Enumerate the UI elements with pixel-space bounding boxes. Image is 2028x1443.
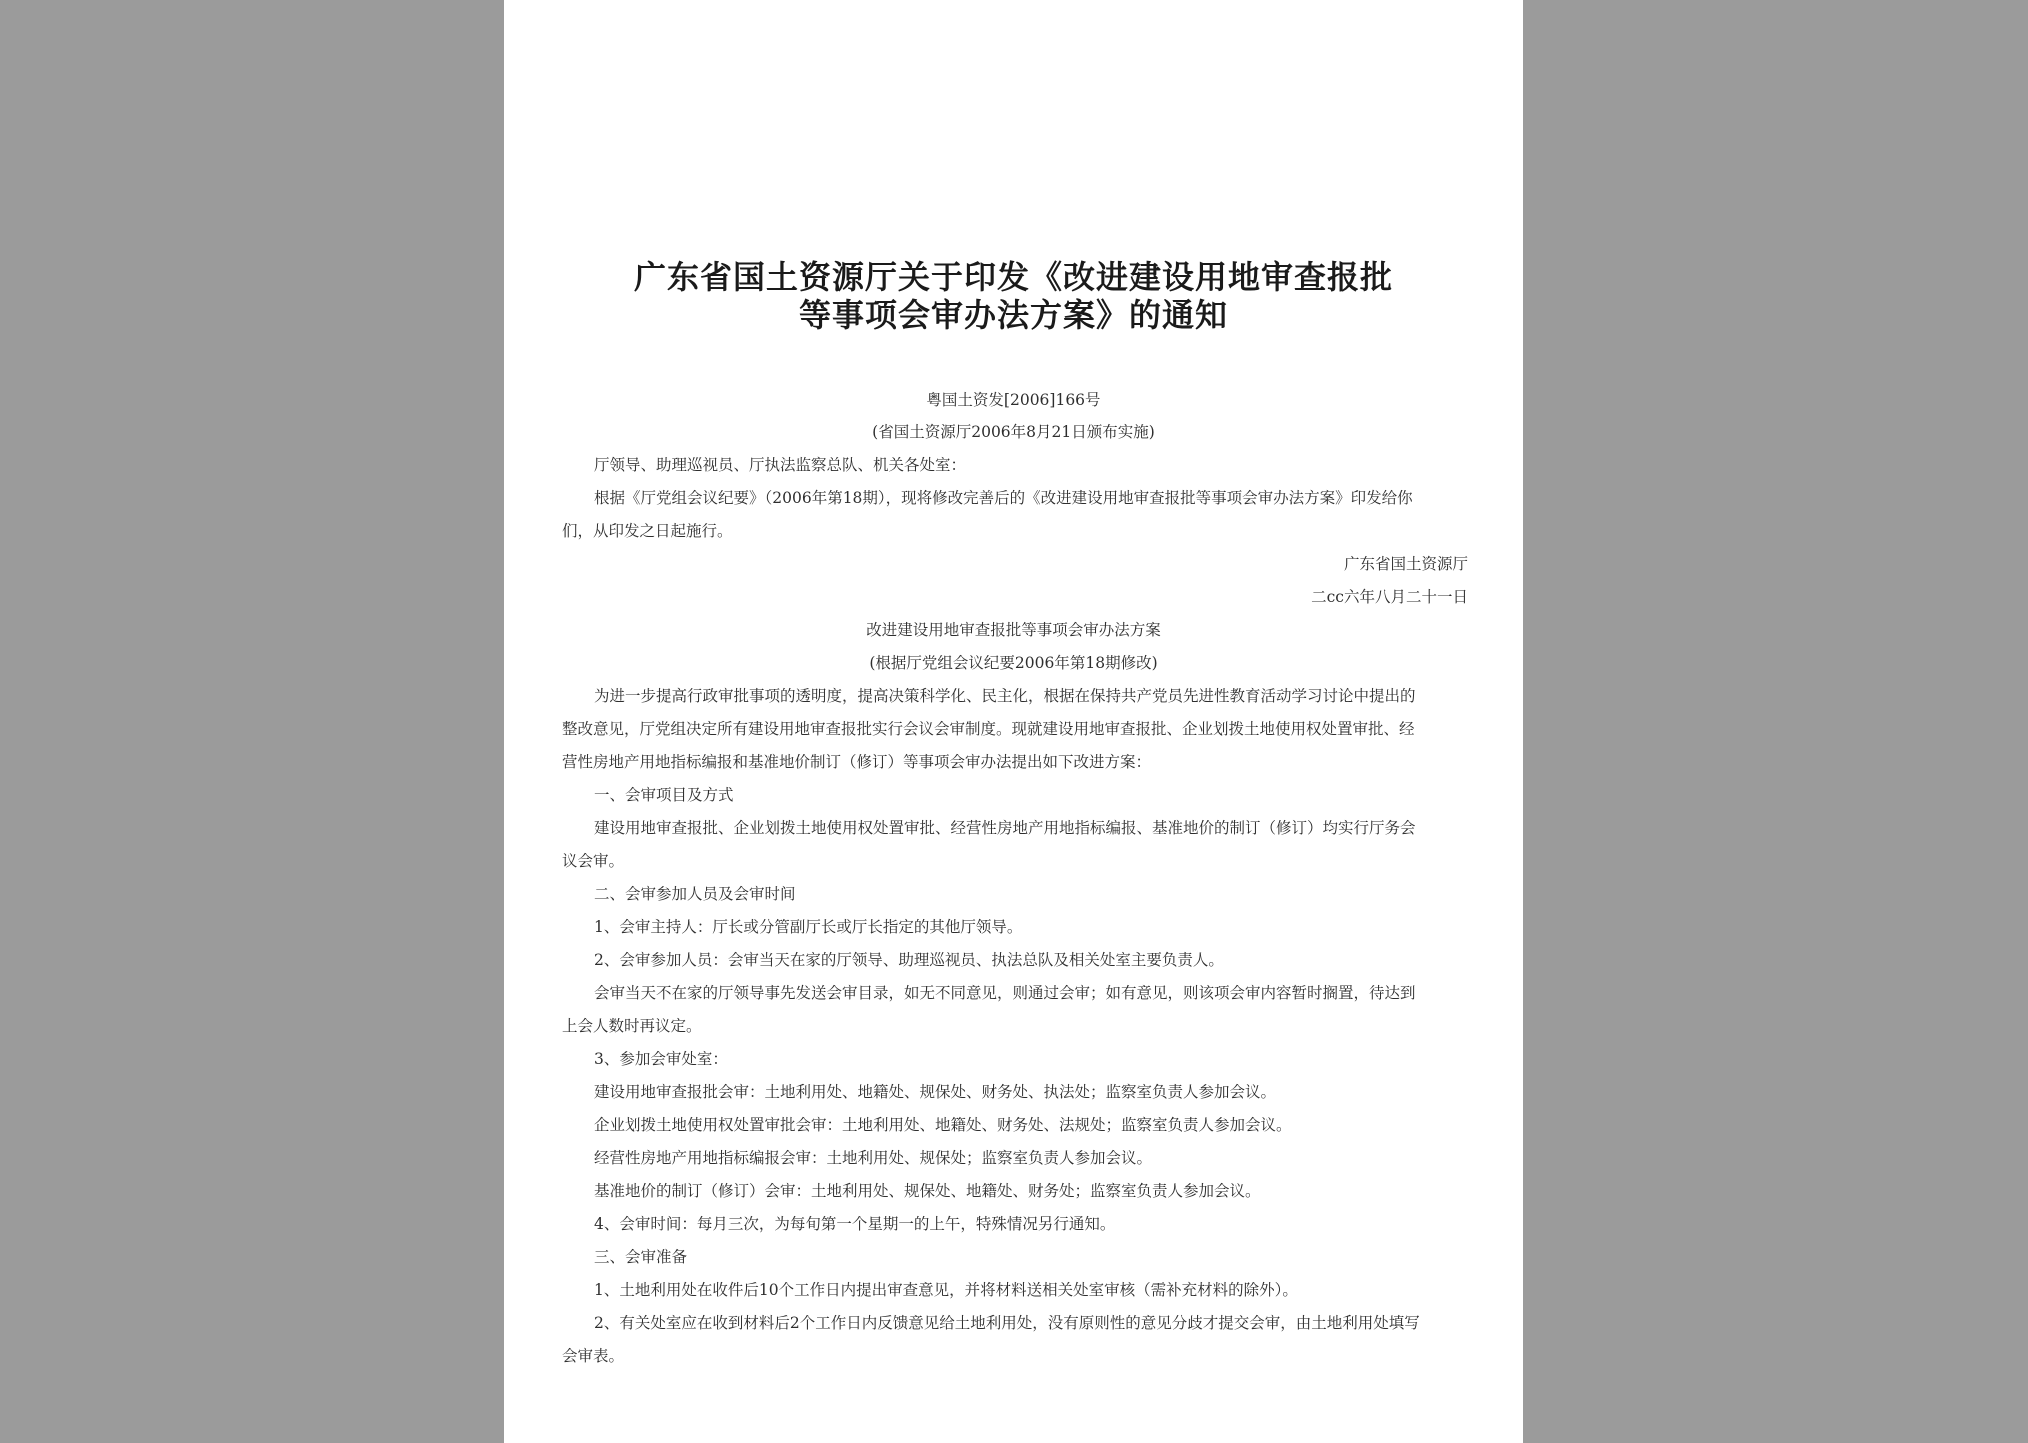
addressee: 厅领导、助理巡视员、厅执法监察总队、机关各处室： — [594, 456, 967, 474]
section2-note-line-2: 上会人数时再议定。 — [562, 1017, 702, 1035]
plan-title: 改进建设用地审查报批等事项会审办法方案 — [866, 621, 1161, 639]
title-line-1: 广东省国土资源厅关于印发《改进建设用地审查报批 — [633, 258, 1393, 296]
section1-heading: 一、会审项目及方式 — [594, 786, 734, 804]
document-page — [504, 0, 1523, 1443]
section1-line-2: 议会审。 — [562, 852, 625, 870]
section2-item-3-b: 企业划拨土地使用权处置审批会审：土地利用处、地籍处、财务处、法规处；监察室负责人参加会议。 — [594, 1116, 1292, 1134]
section2-item-4: 4、会审时间：每月三次，为每旬第一个星期一的上午，特殊情况另行通知。 — [594, 1215, 1116, 1233]
section1-line-1: 建设用地审查报批、企业划拨土地使用权处置审批、经营性房地产用地指标编报、基准地价的制订（修订）均实行厅务会 — [594, 819, 1416, 837]
section2-note-line-1: 会审当天不在家的厅领导事先发送会审目录，如无不同意见，则通过会审；如有意见，则该项会审内容暂时搁置，待达到 — [594, 984, 1416, 1002]
doc-number: 粤国土资发[2006]166号 — [926, 391, 1101, 409]
section2-item-3-d: 基准地价的制订（修订）会审：土地利用处、规保处、地籍处、财务处；监察室负责人参加会议。 — [594, 1182, 1261, 1200]
section2-heading: 二、会审参加人员及会审时间 — [594, 885, 796, 903]
section3-item-2-line-1: 2、有关处室应在收到材料后2个工作日内反馈意见给土地利用处，没有原则性的意见分歧才提交会审，由土地利用处填写 — [594, 1314, 1420, 1332]
signature-org: 广东省国土资源厅 — [1343, 555, 1468, 573]
para1-line-3: 营性房地产用地指标编报和基准地价制订（修订）等事项会审办法提出如下改进方案： — [562, 753, 1152, 771]
title-line-2: 等事项会审办法方案》的通知 — [798, 296, 1228, 334]
para1-line-1: 为进一步提高行政审批事项的透明度，提高决策科学化、民主化，根据在保持共产党员先进性教育活动学习讨论中提出的 — [594, 687, 1416, 705]
para1-line-2: 整改意见，厅党组决定所有建设用地审查报批实行会议会审制度。现就建设用地审查报批、企业划拨土地使用权处置审批、经 — [562, 720, 1415, 738]
section2-item-2: 2、会审参加人员：会审当天在家的厅领导、助理巡视员、执法总队及相关处室主要负责人。 — [594, 951, 1224, 969]
section2-item-3-c: 经营性房地产用地指标编报会审：土地利用处、规保处；监察室负责人参加会议。 — [594, 1149, 1153, 1167]
intro-line-1: 根据《厅党组会议纪要》（2006年第18期），现将修改完善后的《改进建设用地审查报批等事项会审办法方案》印发给你 — [594, 489, 1413, 507]
section3-item-2-line-2: 会审表。 — [562, 1347, 625, 1365]
section2-item-3: 3、参加会审处室： — [594, 1050, 728, 1068]
issue-note: (省国土资源厅2006年8月21日颁布实施) — [872, 423, 1155, 441]
intro-line-2: 们，从印发之日起施行。 — [562, 522, 733, 540]
plan-subtitle: (根据厅党组会议纪要2006年第18期修改) — [869, 654, 1158, 672]
section3-heading: 三、会审准备 — [594, 1248, 688, 1266]
section2-item-1: 1、会审主持人：厅长或分管副厅长或厅长指定的其他厅领导。 — [594, 918, 1023, 936]
section2-item-3-a: 建设用地审查报批会审：土地利用处、地籍处、规保处、财务处、执法处；监察室负责人参加会议。 — [594, 1083, 1277, 1101]
signature-date: 二cc六年八月二十一日 — [1311, 588, 1468, 606]
section3-item-1: 1、土地利用处在收件后10个工作日内提出审查意见，并将材料送相关处室审核（需补充材料的除外）。 — [594, 1281, 1298, 1299]
document-title — [504, 258, 1523, 334]
